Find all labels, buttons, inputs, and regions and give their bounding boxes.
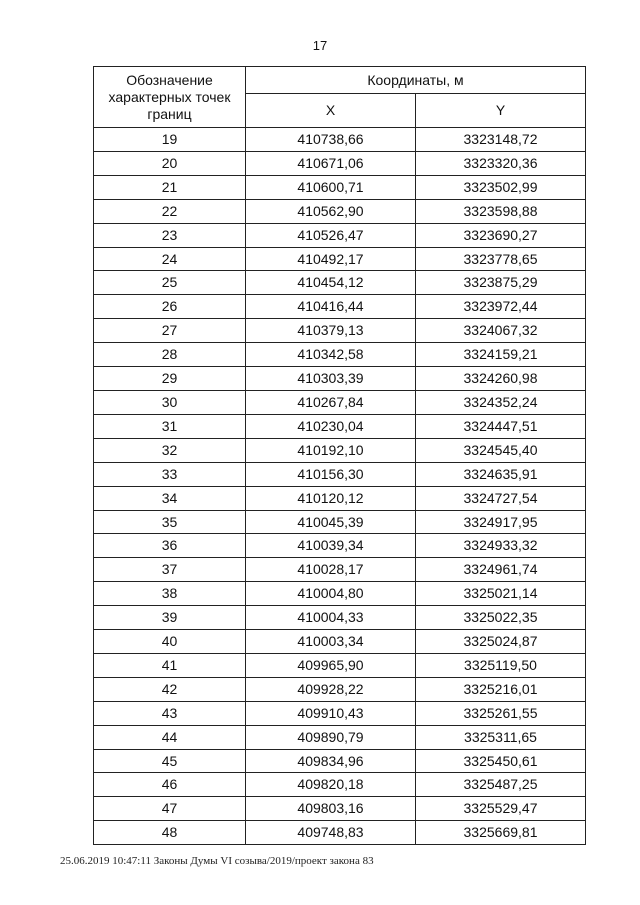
x-coordinate-cell: 410342,58 [246,343,416,367]
y-coordinate-cell: 3324933,32 [416,534,586,558]
y-coordinate-cell: 3324727,54 [416,486,586,510]
point-number-cell: 27 [94,319,246,343]
table-row [94,701,586,725]
page-number: 17 [312,38,328,53]
x-coordinate-cell: 409910,43 [246,701,416,725]
x-coordinate-cell: 410492,17 [246,247,416,271]
table-row [94,319,586,343]
x-coordinate-cell: 410600,71 [246,175,416,199]
table-row [94,797,586,821]
footer-stamp: 25.06.2019 10:47:11 Законы Думы VI созыва/2019/проект закона 83 [60,855,374,867]
y-coordinate-cell: 3323148,72 [416,128,586,152]
y-coordinate-cell: 3325216,01 [416,677,586,701]
header-y: Y [416,94,586,128]
table-header-row [94,67,586,94]
y-coordinate-cell: 3323598,88 [416,199,586,223]
y-coordinate-cell: 3323875,29 [416,271,586,295]
point-number-cell: 41 [94,653,246,677]
point-number-cell: 34 [94,486,246,510]
point-number-cell: 29 [94,367,246,391]
point-number-cell: 32 [94,438,246,462]
table-row [94,510,586,534]
y-coordinate-cell: 3324917,95 [416,510,586,534]
point-number-cell: 19 [94,128,246,152]
table-row [94,199,586,223]
point-number-cell: 42 [94,677,246,701]
y-coordinate-cell: 3325119,50 [416,653,586,677]
y-coordinate-cell: 3325669,81 [416,821,586,845]
table-row [94,677,586,701]
y-coordinate-cell: 3324067,32 [416,319,586,343]
header-point-designation: Обозначение характерных точек границ [94,67,246,128]
table-row [94,128,586,152]
y-coordinate-cell: 3324961,74 [416,558,586,582]
table-row [94,486,586,510]
x-coordinate-cell: 410004,33 [246,606,416,630]
header-x: X [246,94,416,128]
x-coordinate-cell: 409965,90 [246,653,416,677]
point-number-cell: 25 [94,271,246,295]
x-coordinate-cell: 409928,22 [246,677,416,701]
x-coordinate-cell: 410671,06 [246,151,416,175]
table-row [94,653,586,677]
x-coordinate-cell: 410004,80 [246,582,416,606]
x-coordinate-cell: 410738,66 [246,128,416,152]
y-coordinate-cell: 3324447,51 [416,414,586,438]
point-number-cell: 22 [94,199,246,223]
x-coordinate-cell: 410416,44 [246,295,416,319]
table-row [94,534,586,558]
point-number-cell: 43 [94,701,246,725]
point-number-cell: 24 [94,247,246,271]
y-coordinate-cell: 3325529,47 [416,797,586,821]
y-coordinate-cell: 3323972,44 [416,295,586,319]
x-coordinate-cell: 410267,84 [246,390,416,414]
point-number-cell: 38 [94,582,246,606]
table-row [94,151,586,175]
table-row [94,582,586,606]
point-number-cell: 40 [94,630,246,654]
x-coordinate-cell: 409803,16 [246,797,416,821]
table-row [94,223,586,247]
point-number-cell: 47 [94,797,246,821]
point-number-cell: 48 [94,821,246,845]
x-coordinate-cell: 410303,39 [246,367,416,391]
y-coordinate-cell: 3323778,65 [416,247,586,271]
point-number-cell: 26 [94,295,246,319]
x-coordinate-cell: 409748,83 [246,821,416,845]
table-body [94,128,586,845]
x-coordinate-cell: 410028,17 [246,558,416,582]
point-number-cell: 46 [94,773,246,797]
table-row [94,390,586,414]
x-coordinate-cell: 410230,04 [246,414,416,438]
point-number-cell: 31 [94,414,246,438]
x-coordinate-cell: 410045,39 [246,510,416,534]
y-coordinate-cell: 3325450,61 [416,749,586,773]
point-number-cell: 44 [94,725,246,749]
coordinates-table [93,66,586,845]
y-coordinate-cell: 3325261,55 [416,701,586,725]
table-row [94,295,586,319]
x-coordinate-cell: 410120,12 [246,486,416,510]
x-coordinate-cell: 410156,30 [246,462,416,486]
table-row [94,175,586,199]
table-row [94,749,586,773]
point-number-cell: 39 [94,606,246,630]
table-row [94,414,586,438]
x-coordinate-cell: 410526,47 [246,223,416,247]
y-coordinate-cell: 3325311,65 [416,725,586,749]
y-coordinate-cell: 3323502,99 [416,175,586,199]
x-coordinate-cell: 410379,13 [246,319,416,343]
x-coordinate-cell: 410454,12 [246,271,416,295]
y-coordinate-cell: 3325021,14 [416,582,586,606]
x-coordinate-cell: 410039,34 [246,534,416,558]
table-row [94,558,586,582]
table-row [94,630,586,654]
point-number-cell: 33 [94,462,246,486]
table-row [94,343,586,367]
point-number-cell: 37 [94,558,246,582]
table-row [94,821,586,845]
point-number-cell: 20 [94,151,246,175]
y-coordinate-cell: 3323320,36 [416,151,586,175]
table-row [94,247,586,271]
point-number-cell: 45 [94,749,246,773]
y-coordinate-cell: 3325022,35 [416,606,586,630]
y-coordinate-cell: 3324159,21 [416,343,586,367]
y-coordinate-cell: 3324352,24 [416,390,586,414]
x-coordinate-cell: 410562,90 [246,199,416,223]
y-coordinate-cell: 3325024,87 [416,630,586,654]
table-row [94,438,586,462]
table-row [94,462,586,486]
y-coordinate-cell: 3323690,27 [416,223,586,247]
y-coordinate-cell: 3324635,91 [416,462,586,486]
table-row [94,725,586,749]
y-coordinate-cell: 3324260,98 [416,367,586,391]
x-coordinate-cell: 410192,10 [246,438,416,462]
point-number-cell: 28 [94,343,246,367]
table-row [94,271,586,295]
header-coordinates: Координаты, м [246,67,586,94]
point-number-cell: 21 [94,175,246,199]
y-coordinate-cell: 3325487,25 [416,773,586,797]
table-row [94,367,586,391]
x-coordinate-cell: 410003,34 [246,630,416,654]
point-number-cell: 23 [94,223,246,247]
x-coordinate-cell: 409890,79 [246,725,416,749]
table-row [94,606,586,630]
y-coordinate-cell: 3324545,40 [416,438,586,462]
point-number-cell: 36 [94,534,246,558]
table-row [94,773,586,797]
x-coordinate-cell: 409834,96 [246,749,416,773]
point-number-cell: 30 [94,390,246,414]
x-coordinate-cell: 409820,18 [246,773,416,797]
point-number-cell: 35 [94,510,246,534]
